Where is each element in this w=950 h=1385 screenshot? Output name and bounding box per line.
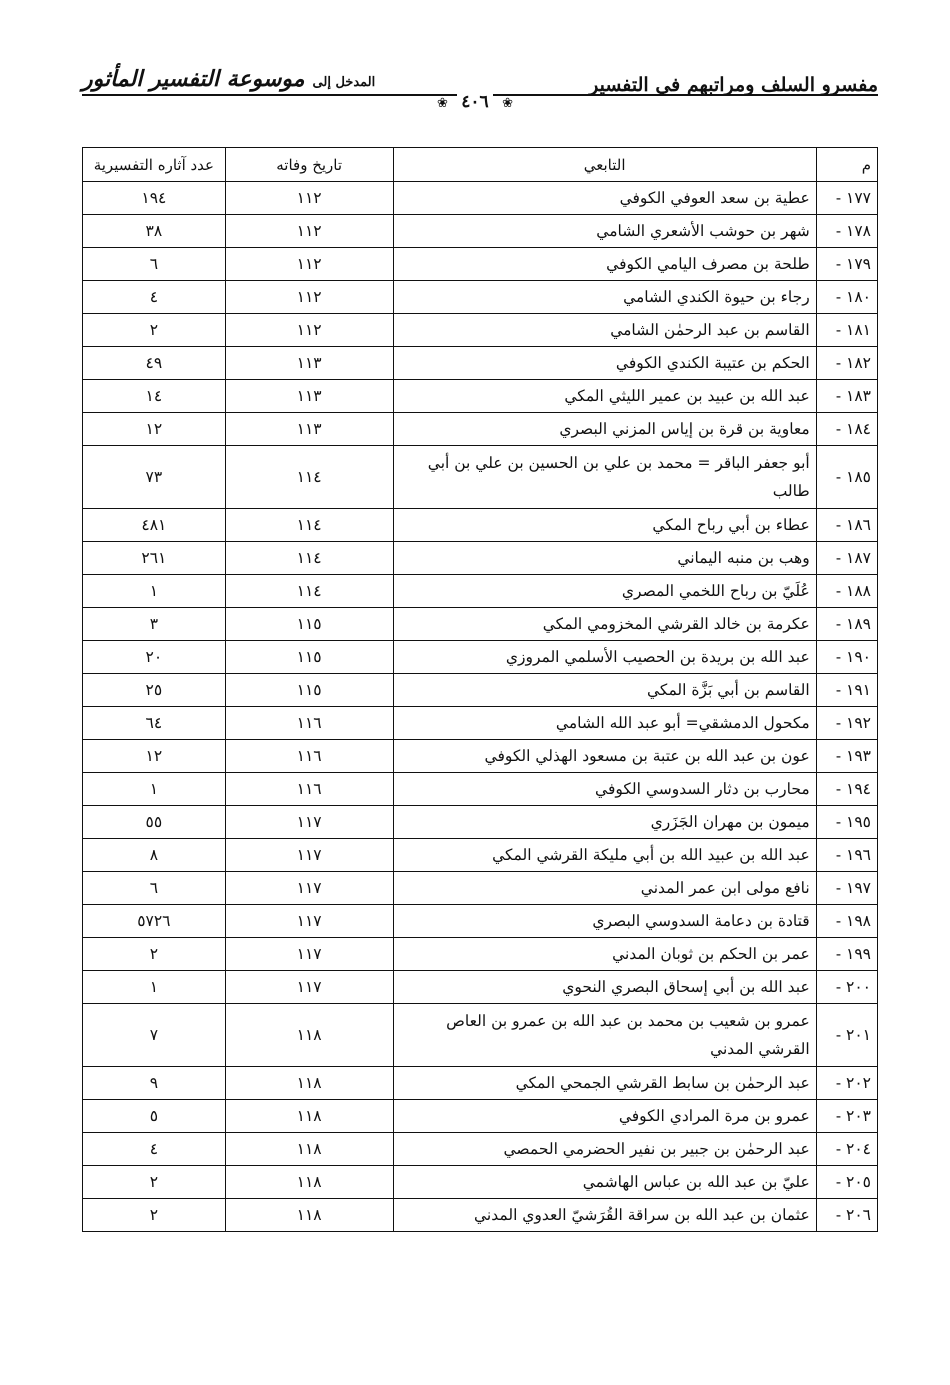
- table-row: [83, 1067, 878, 1100]
- table-row: [83, 248, 878, 281]
- row-death-year: ١١٨: [225, 1199, 393, 1232]
- row-death-year: ١١٧: [225, 839, 393, 872]
- row-death-year: ١١٤: [225, 575, 393, 608]
- row-number: ١٨٥ -: [816, 446, 877, 509]
- row-count: ٥: [83, 1100, 226, 1133]
- table-row: [83, 707, 878, 740]
- row-number: ٢٠٣ -: [816, 1100, 877, 1133]
- row-death-year: ١١٤: [225, 509, 393, 542]
- row-death-year: ١١٣: [225, 347, 393, 380]
- row-death-year: ١١٢: [225, 281, 393, 314]
- row-death-year: ١١٥: [225, 674, 393, 707]
- row-death-year: ١١٨: [225, 1067, 393, 1100]
- row-name: عبد الله بن بريدة بن الحصيب الأسلمي المروزي: [393, 641, 816, 674]
- row-name: القاسم بن عبد الرحمٰن الشامي: [393, 314, 816, 347]
- row-name: وهب بن منبه اليماني: [393, 542, 816, 575]
- row-number: ١٨٠ -: [816, 281, 877, 314]
- row-death-year: ١١٧: [225, 938, 393, 971]
- row-count: ٢: [83, 314, 226, 347]
- row-count: ٤: [83, 281, 226, 314]
- table-row: [83, 839, 878, 872]
- row-count: ٤: [83, 1133, 226, 1166]
- row-count: ١: [83, 773, 226, 806]
- row-name: عمرو بن شعيب بن محمد بن عبد الله بن عمرو بن العاص القرشي المدني: [393, 1004, 816, 1067]
- table-row: [83, 182, 878, 215]
- row-count: ١٢: [83, 413, 226, 446]
- table-row: [83, 608, 878, 641]
- row-death-year: ١١٦: [225, 707, 393, 740]
- row-death-year: ١١٨: [225, 1100, 393, 1133]
- row-number: ٢٠٤ -: [816, 1133, 877, 1166]
- row-number: ١٩٩ -: [816, 938, 877, 971]
- row-number: ١٨٨ -: [816, 575, 877, 608]
- row-name: الحكم بن عتيبة الكندي الكوفي: [393, 347, 816, 380]
- table-row: [83, 674, 878, 707]
- row-death-year: ١١٣: [225, 380, 393, 413]
- running-title: مفسرو السلف ومراتبهم في التفسير: [589, 74, 878, 96]
- row-number: ٢٠٠ -: [816, 971, 877, 1004]
- row-count: ١٤: [83, 380, 226, 413]
- row-death-year: ١١٢: [225, 215, 393, 248]
- row-death-year: ١١٧: [225, 971, 393, 1004]
- page-number-line: [0, 92, 950, 112]
- row-number: ١٩٥ -: [816, 806, 877, 839]
- row-name: عكرمة بن خالد القرشي المخزومي المكي: [393, 608, 816, 641]
- row-count: ١٢: [83, 740, 226, 773]
- header-name: التابعي: [393, 148, 816, 182]
- row-count: ٦٤: [83, 707, 226, 740]
- row-number: ١٨٦ -: [816, 509, 877, 542]
- table-header-row: [83, 148, 878, 182]
- row-name: عُلَيّ بن رباح اللخمي المصري: [393, 575, 816, 608]
- row-name: قتادة بن دعامة السدوسي البصري: [393, 905, 816, 938]
- row-count: ٧: [83, 1004, 226, 1067]
- table-body: [83, 182, 878, 1232]
- row-name: محارب بن دثار السدوسي الكوفي: [393, 773, 816, 806]
- ornament-right-icon: ❀: [436, 96, 448, 111]
- row-death-year: ١١٥: [225, 608, 393, 641]
- table-row: [83, 971, 878, 1004]
- row-death-year: ١١٤: [225, 542, 393, 575]
- row-name: شهر بن حوشب الأشعري الشامي: [393, 215, 816, 248]
- row-number: ١٧٩ -: [816, 248, 877, 281]
- row-count: ٥٥: [83, 806, 226, 839]
- table-row: [83, 413, 878, 446]
- row-number: ٢٠٥ -: [816, 1166, 877, 1199]
- table-row: [83, 509, 878, 542]
- ornament-left-icon: ❀: [502, 96, 514, 111]
- row-number: ١٨٧ -: [816, 542, 877, 575]
- table-row: [83, 872, 878, 905]
- row-number: ١٩١ -: [816, 674, 877, 707]
- row-count: ٢: [83, 1166, 226, 1199]
- table-row: [83, 1199, 878, 1232]
- series-logo: [82, 66, 375, 92]
- row-count: ١: [83, 971, 226, 1004]
- row-count: ١٩٤: [83, 182, 226, 215]
- row-number: ١٧٨ -: [816, 215, 877, 248]
- row-death-year: ١١٧: [225, 905, 393, 938]
- row-count: ٣: [83, 608, 226, 641]
- row-name: عمرو بن مرة المرادي الكوفي: [393, 1100, 816, 1133]
- table-row: [83, 773, 878, 806]
- row-name: عليّ بن عبد الله بن عباس الهاشمي: [393, 1166, 816, 1199]
- table-row: [83, 347, 878, 380]
- row-count: ٢: [83, 938, 226, 971]
- row-number: ١٩٨ -: [816, 905, 877, 938]
- table-row: [83, 575, 878, 608]
- row-count: ٤٨١: [83, 509, 226, 542]
- row-count: ١: [83, 575, 226, 608]
- row-number: ١٩٢ -: [816, 707, 877, 740]
- row-count: ٨: [83, 839, 226, 872]
- row-number: ١٩٤ -: [816, 773, 877, 806]
- table-row: [83, 542, 878, 575]
- table-row: [83, 281, 878, 314]
- row-death-year: ١١٢: [225, 248, 393, 281]
- table-row: [83, 806, 878, 839]
- row-number: ١٩٧ -: [816, 872, 877, 905]
- row-count: ٤٩: [83, 347, 226, 380]
- row-count: ٢: [83, 1199, 226, 1232]
- series-prefix: المدخل إلى: [312, 75, 376, 90]
- row-name: عبد الرحمٰن بن سابط القرشي الجمحي المكي: [393, 1067, 816, 1100]
- row-number: ١٨٤ -: [816, 413, 877, 446]
- row-number: ٢٠٢ -: [816, 1067, 877, 1100]
- row-name: عبد الرحمٰن بن جبير بن نفير الحضرمي الحمصي: [393, 1133, 816, 1166]
- row-name: معاوية بن قرة بن إياس المزني البصري: [393, 413, 816, 446]
- table-row: [83, 1100, 878, 1133]
- row-name: عبد الله بن أبي إسحاق البصري النحوي: [393, 971, 816, 1004]
- row-death-year: ١١٥: [225, 641, 393, 674]
- row-name: أبو جعفر الباقر = محمد بن علي بن الحسين بن علي بن أبي طالب: [393, 446, 816, 509]
- header-death: تاريخ وفاته: [225, 148, 393, 182]
- row-name: القاسم بن أبي بَزَّة المكي: [393, 674, 816, 707]
- row-death-year: ١١٦: [225, 773, 393, 806]
- row-number: ١٩٠ -: [816, 641, 877, 674]
- row-number: ١٨٣ -: [816, 380, 877, 413]
- row-count: ٧٣: [83, 446, 226, 509]
- table-row: [83, 314, 878, 347]
- row-number: ٢٠١ -: [816, 1004, 877, 1067]
- row-death-year: ١١٧: [225, 806, 393, 839]
- series-title: موسوعة التفسير المأثور: [82, 66, 305, 92]
- page-number: ٤٠٦: [457, 92, 492, 112]
- table-row: [83, 1004, 878, 1067]
- row-death-year: ١١٧: [225, 872, 393, 905]
- row-death-year: ١١٨: [225, 1004, 393, 1067]
- row-name: عثمان بن عبد الله بن سراقة القُرَشيّ العدوي المدني: [393, 1199, 816, 1232]
- row-name: عطاء بن أبي رباح المكي: [393, 509, 816, 542]
- row-name: ميمون بن مهران الجَزَري: [393, 806, 816, 839]
- table-row: [83, 905, 878, 938]
- row-name: عطية بن سعد العوفي الكوفي: [393, 182, 816, 215]
- table-row: [83, 1166, 878, 1199]
- table-row: [83, 641, 878, 674]
- row-name: عبد الله بن عبيد الله بن أبي مليكة القرشي المكي: [393, 839, 816, 872]
- row-death-year: ١١٣: [225, 413, 393, 446]
- row-count: ٦: [83, 872, 226, 905]
- table-row: [83, 380, 878, 413]
- table-row: [83, 1133, 878, 1166]
- header-num: م: [816, 148, 877, 182]
- table-row: [83, 446, 878, 509]
- table-row: [83, 215, 878, 248]
- row-name: مكحول الدمشقي= أبو عبد الله الشامي: [393, 707, 816, 740]
- row-number: ١٩٣ -: [816, 740, 877, 773]
- table-row: [83, 740, 878, 773]
- row-death-year: ١١٨: [225, 1133, 393, 1166]
- row-number: ١٨٩ -: [816, 608, 877, 641]
- row-name: عبد الله بن عبيد بن عمير الليثي المكي: [393, 380, 816, 413]
- row-death-year: ١١٢: [225, 314, 393, 347]
- header-count: عدد آثاره التفسيرية: [83, 148, 226, 182]
- row-name: رجاء بن حيوة الكندي الشامي: [393, 281, 816, 314]
- row-number: ١٧٧ -: [816, 182, 877, 215]
- row-count: ٢٦١: [83, 542, 226, 575]
- row-number: ٢٠٦ -: [816, 1199, 877, 1232]
- row-name: عمر بن الحكم بن ثوبان المدني: [393, 938, 816, 971]
- row-name: طلحة بن مصرف اليامي الكوفي: [393, 248, 816, 281]
- row-death-year: ١١٢: [225, 182, 393, 215]
- row-count: ٦: [83, 248, 226, 281]
- row-name: عون بن عبد الله بن عتبة بن مسعود الهذلي الكوفي: [393, 740, 816, 773]
- table-row: [83, 938, 878, 971]
- row-number: ١٨٢ -: [816, 347, 877, 380]
- row-count: ٢٠: [83, 641, 226, 674]
- row-death-year: ١١٨: [225, 1166, 393, 1199]
- row-count: ٩: [83, 1067, 226, 1100]
- row-death-year: ١١٦: [225, 740, 393, 773]
- tabiin-table: [82, 147, 878, 1232]
- row-death-year: ١١٤: [225, 446, 393, 509]
- row-name: نافع مولى ابن عمر المدني: [393, 872, 816, 905]
- row-number: ١٩٦ -: [816, 839, 877, 872]
- row-count: ٣٨: [83, 215, 226, 248]
- row-number: ١٨١ -: [816, 314, 877, 347]
- row-count: ٥٧٢٦: [83, 905, 226, 938]
- row-count: ٢٥: [83, 674, 226, 707]
